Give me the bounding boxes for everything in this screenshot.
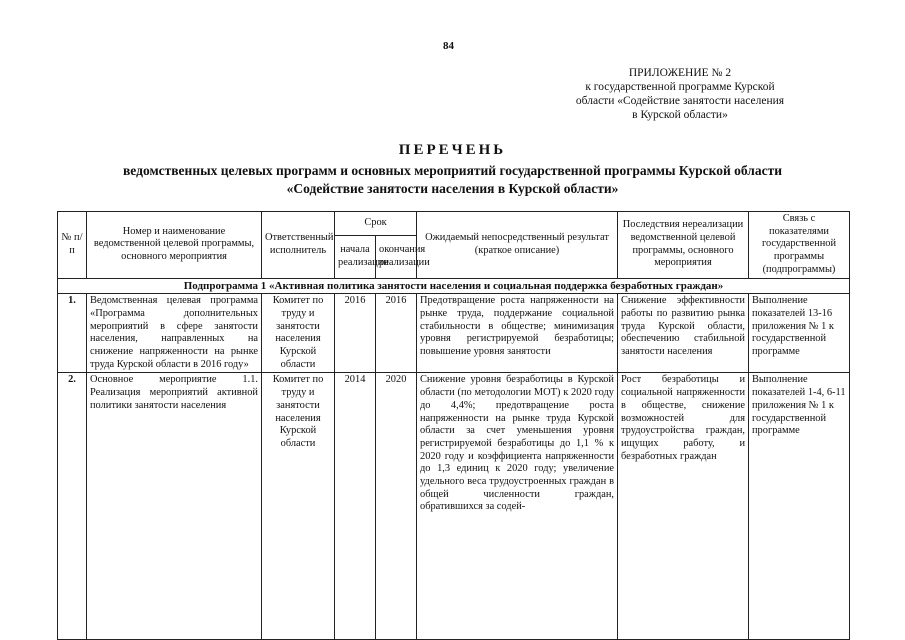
programs-table (57, 211, 850, 640)
appendix-line: в Курской области» (632, 109, 728, 121)
table-row (58, 294, 850, 373)
row-result (417, 373, 618, 640)
row-consequences: Рост безработицы и социальной напряженности в обществе, снижение возможностей для трудоустройства граждан, ищущих работу, и безработных граждан (618, 373, 749, 640)
appendix-line: области «Содействие занятости населения (575, 95, 785, 107)
page-number: 84 (443, 40, 454, 52)
header-name: Номер и наименование ведомственной целевой программы, основного мероприятия (87, 212, 262, 279)
appendix-line: к государственной программе Курской (585, 81, 775, 93)
header-end: окончания реализации (376, 235, 417, 278)
row-responsible: Комитет по труду и занятости населения Курской области (262, 373, 335, 640)
row-consequences: Снижение эффективности работы по развитию рынка труда Курской области, обеспечению стабильной занятости населения (618, 294, 749, 373)
header-consequences: Последствия нереализации ведомственной целевой программы, основного мероприятия (618, 212, 749, 279)
header-num: № п/п (58, 212, 87, 279)
header-term: Срок (335, 212, 417, 236)
header-result: Ожидаемый непосредственный результат (краткое описание) (417, 212, 618, 279)
row-start: 2016 (335, 294, 376, 373)
row-link: Выполнение показателей 1-4, 6-11 приложения № 1 к государственной программе (749, 373, 850, 640)
header-responsible: Ответственный исполнитель (262, 212, 335, 279)
row-start: 2014 (335, 373, 376, 640)
row-end: 2016 (376, 294, 417, 373)
row-num: 1. (58, 294, 87, 373)
row-link: Выполнение показателей 13-16 приложения № 1 к государственной программе (749, 294, 850, 373)
header-link: Связь с показателями государственной программы (подпрограммы) (749, 212, 850, 279)
row-name: Ведомственная целевая программа «Программа дополнительных мероприятий в сфере занятости населения, направленных на снижение напряженности на рынке труда Курской области в 2016 году» (87, 294, 262, 373)
row-responsible: Комитет по труду и занятости населения Курской области (262, 294, 335, 373)
appendix-heading (560, 66, 800, 122)
row-name: Основное мероприятие 1.1. Реализация мероприятий активной политики занятости населения (87, 373, 262, 640)
header-start: начала реализации (335, 235, 376, 278)
appendix-line: ПРИЛОЖЕНИЕ № 2 (628, 67, 732, 79)
subprogram-heading: Подпрограмма 1 «Активная политика занятости населения и социальная поддержка безработных граждан» (58, 278, 850, 294)
row-result: Предотвращение роста напряженности на рынке труда, поддержание социальной стабильности в обществе; минимизация уровня регистрируемой безработицы; повышение уровня занятости (417, 294, 618, 373)
row-result-text: Снижение уровня безработицы в Курской области (по методологии МОТ) к 2020 году до 4,4%; предотвращение роста напряженности на рынке труда Курской области за счет уменьшения уровня регистрируемой безработицы до 1,1 % к 2020 году и коэффициента напряженности до 1,3 единиц к 2020 году; увеличение удельного веса трудоустроенных граждан в общей численности граждан, обратившихся за содей- (420, 374, 614, 513)
document-subtitle-line-2: «Содействие занятости населения в Курской области» (286, 181, 619, 196)
document-subtitle-line-1: ведомственных целевых программ и основных мероприятий государственной программы Курской области (123, 163, 782, 178)
table-row (58, 373, 850, 640)
document-title: ПЕРЕЧЕНЬ (398, 142, 507, 158)
row-num: 2. (58, 373, 87, 640)
row-end: 2020 (376, 373, 417, 640)
